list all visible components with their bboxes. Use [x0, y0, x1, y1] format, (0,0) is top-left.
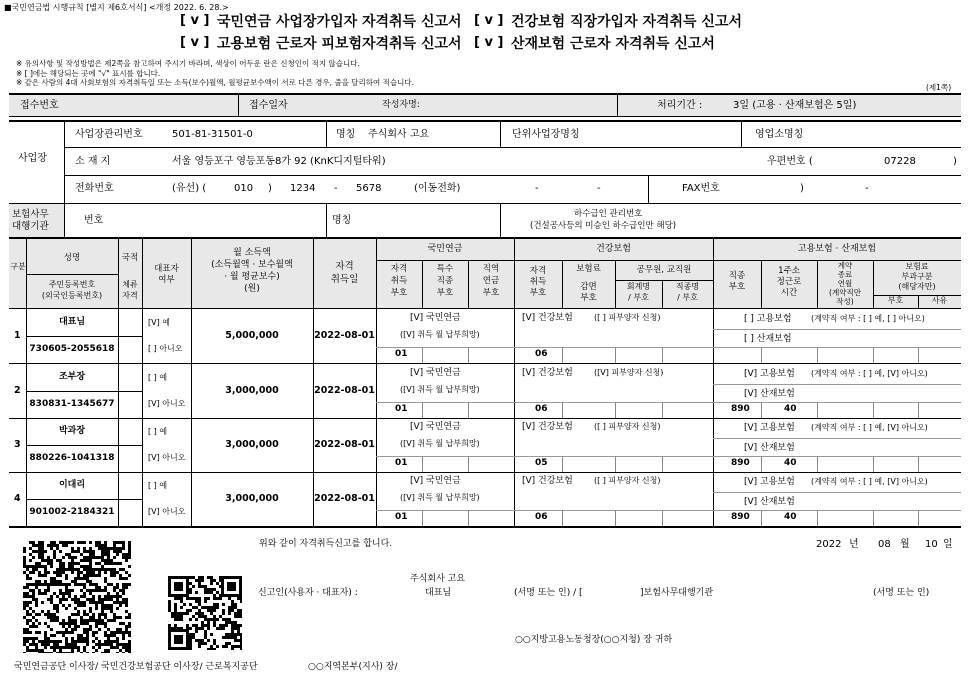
row-np-check[interactable]: [V] 국민연금 [410, 368, 461, 378]
col-hi-c: 공무원, 교직원 [636, 265, 692, 275]
row-np-check[interactable]: [V] 국민연금 [410, 422, 461, 432]
row-acq-date[interactable]: 2022-08-01 [314, 385, 375, 396]
row-np-sub[interactable]: ([V] 취득 월 납부희망) [400, 330, 480, 339]
row-rrn[interactable]: 901002-2184321 [29, 507, 115, 517]
page-number: (제1쪽) [926, 83, 952, 92]
agency-label-1: 보험사무 [12, 209, 49, 220]
zip-label: 우편번호 ( [767, 156, 813, 167]
address-value[interactable]: 서울 영등포구 영등포동8가 92 (KnK디지털타워) [172, 156, 386, 167]
col-rep-1: 대표자 [154, 264, 179, 274]
fax-label: FAX번호 [682, 183, 720, 194]
row-ia-check[interactable]: [V] 산재보험 [744, 443, 795, 453]
row-rep-no[interactable]: [V] 아니오 [148, 453, 186, 462]
date-day[interactable]: 10 [925, 539, 938, 550]
row-ei-check[interactable]: [ ] 고용보험 [744, 314, 792, 324]
np-title: 국민연금 사업장가입자 자격취득 신고서 [217, 14, 462, 30]
row-ei-hours[interactable]: 40 [784, 512, 797, 522]
row-rrn[interactable]: 880226-1041318 [29, 453, 115, 463]
phone-part2[interactable]: 1234 [290, 183, 316, 194]
unit-name-label: 단위사업장명칭 [512, 129, 580, 140]
col-hi-c2: / 부호 [628, 293, 649, 302]
col-ei-c4: (계약직만 [829, 288, 861, 297]
row-rep-yes[interactable]: [ ] 예 [148, 427, 168, 436]
row-rep-no[interactable]: [ ] 아니오 [148, 344, 183, 353]
col-np-a3: 부호 [390, 288, 408, 298]
workplace-label: 사업장 [18, 153, 47, 164]
row-rep-yes[interactable]: [ ] 예 [148, 373, 168, 382]
col-np-b1: 특수 [436, 264, 454, 274]
row-name[interactable]: 대표님 [58, 317, 86, 327]
col-hi-b1: 보험료 [576, 264, 601, 274]
row-hi-code[interactable]: 06 [535, 512, 548, 522]
row-np-sub[interactable]: ([V] 취득 월 납부희망) [400, 493, 480, 502]
row-income[interactable]: 3,000,000 [225, 439, 279, 450]
bottom-branch: ○○지역본부(지사) 장/ [308, 662, 398, 672]
row-np-check[interactable]: [V] 국민연금 [410, 476, 461, 486]
col-np-b3: 부호 [436, 288, 454, 298]
mgmt-no-value[interactable]: 501-81-31501-0 [172, 129, 253, 140]
row-ei-check[interactable]: [V] 고용보험 [744, 477, 795, 487]
sign-label-1: (서명 또는 인) / [ [514, 588, 583, 598]
col-ei-b2: 정근로 [776, 277, 802, 287]
col-nationality: 국적 [121, 253, 139, 263]
col-np: 국민연금 [427, 244, 463, 254]
bottom-orgs: 국민연금공단 이사장/ 국민건강보험공단 이사장/ 근로복지공단 [14, 662, 258, 672]
row-income[interactable]: 3,000,000 [225, 385, 279, 396]
col-hi: 건강보험 [596, 244, 631, 254]
branch-name-label: 영업소명칭 [755, 129, 804, 140]
row-ei-code[interactable]: 890 [731, 404, 750, 414]
np-title-check[interactable]: [ v ] [180, 13, 210, 28]
row-hi-check[interactable]: [V] 건강보험 [522, 368, 573, 378]
row-np-code[interactable]: 01 [395, 349, 408, 359]
row-ei-code[interactable]: 890 [731, 458, 750, 468]
phone-paren-close: ) [268, 183, 272, 194]
signer-company: 주식회사 고요 [410, 574, 466, 584]
note-1: ※ 유의사항 및 작성방법은 제2쪽을 참고하여 주시기 바라며, 색상이 어두운 란은 신청인이 적지 않습니다. [16, 59, 360, 68]
col-frn: (외국인등록번호) [41, 291, 103, 300]
col-income-4: (원) [244, 284, 260, 294]
sign-label-2: (서명 또는 인) [873, 588, 930, 598]
period-label: 처리기간 : [657, 100, 703, 111]
date-year-unit: 년 [849, 539, 859, 550]
address-label: 소 재 지 [75, 156, 111, 167]
col-ei-c2: 종료 [837, 270, 853, 279]
col-np-a1: 자격 [390, 264, 408, 274]
row-acq-date[interactable]: 2022-08-01 [314, 493, 375, 504]
col-ei-d1: 보험료 [905, 262, 929, 271]
col-hi-b3: 부호 [580, 293, 597, 303]
col-hi-b2: 감면 [580, 282, 597, 292]
row-hi-code[interactable]: 06 [535, 349, 548, 359]
row-np-code[interactable]: 01 [395, 404, 408, 414]
row-hi-check[interactable]: [V] 건강보험 [522, 313, 573, 323]
col-rrn: 주민등록번호 [48, 280, 96, 289]
signer-rep[interactable]: 대표님 [425, 588, 452, 598]
col-ei-a1: 직종 [728, 271, 746, 281]
reporter-label: 신고인(사용자 · 대표자) : [258, 588, 358, 598]
col-ei: 고용보험 · 산재보험 [797, 244, 877, 254]
col-hi-a1: 자격 [529, 266, 547, 276]
agency-sign-label: ]보험사무대행기관 [640, 588, 714, 598]
col-acq-2: 취득일 [330, 274, 359, 285]
barcode-2d [23, 541, 131, 653]
col-ei-a2: 부호 [728, 282, 746, 292]
row-ei-check[interactable]: [V] 고용보험 [744, 423, 795, 433]
row-income[interactable]: 3,000,000 [225, 493, 279, 504]
date-month-unit: 월 [900, 539, 910, 550]
row-hi-code[interactable]: 05 [535, 458, 548, 468]
row-ia-check[interactable]: [V] 산재보험 [744, 497, 795, 507]
col-stay-1: 체류 [122, 280, 138, 289]
fax-close: ) [800, 183, 804, 194]
row-hi-code[interactable]: 06 [535, 404, 548, 414]
row-rrn[interactable]: 830831-1345677 [29, 399, 115, 409]
row-np-sub[interactable]: ([V] 취득 월 납부희망) [400, 439, 480, 448]
col-hi-c3: 직종명 [675, 282, 700, 291]
col-stay-2: 자격 [122, 291, 138, 300]
row-hi-check[interactable]: [V] 건강보험 [522, 422, 573, 432]
col-hi-c4: / 부호 [677, 293, 698, 302]
col-ei-d5: 사유 [931, 296, 948, 305]
mgmt-no-label: 사업장관리번호 [75, 129, 143, 140]
row-rep-yes[interactable]: [ ] 예 [148, 481, 168, 490]
phone-type-open: (유선) ( [172, 183, 207, 194]
date-day-unit: 일 [943, 539, 953, 550]
agency-label-2: 대행기관 [12, 221, 49, 232]
row-ei-hours[interactable]: 40 [784, 458, 797, 468]
col-np-b2: 직종 [436, 276, 454, 286]
col-ei-d2: 부과구분 [901, 272, 933, 281]
row-np-sub[interactable]: ([V] 취득 월 납부희망) [400, 385, 480, 394]
col-ei-d3: (해당자만) [898, 282, 936, 291]
col-ei-c5: 작성) [836, 297, 854, 306]
note-3: ※ 같은 사람의 4대 사회보험의 자격취득일 또는 소득(보수)월액, 월평균보수액이 서로 다른 경우, 줄을 달리하여 적습니다. [16, 78, 414, 87]
row-hi-sub[interactable]: ([ ] 피부양자 신청) [594, 313, 661, 322]
col-hi-a3: 부호 [529, 288, 547, 298]
col-ei-c1: 계약 [837, 261, 853, 270]
receipt-date-label: 접수일자 [249, 100, 288, 111]
ia-title-check[interactable]: [ v ] [474, 35, 504, 50]
ia-title: 산재보험 근로자 자격취득 신고서 [511, 36, 715, 52]
name-value[interactable]: 주식회사 고요 [368, 129, 430, 140]
note-2: ※ [ ]에는 해당되는 곳에 "√" 표시를 합니다. [16, 69, 161, 78]
col-hi-a2: 취득 [529, 277, 547, 287]
row-name[interactable]: 조부장 [58, 372, 86, 382]
row-rep-no[interactable]: [V] 아니오 [148, 399, 186, 408]
mobile-label: (이동전화) [414, 183, 461, 194]
period-value: 3일 (고용 · 산재보험은 5일) [733, 100, 857, 111]
subcontractor-note: (건설공사등의 미승인 하수급인만 해당) [530, 221, 677, 231]
mobile-dash-1: - [535, 183, 539, 194]
row-number: 3 [14, 439, 21, 450]
row-hi-sub[interactable]: ([ ] 피부양자 신청) [594, 422, 661, 431]
row-np-check[interactable]: [V] 국민연금 [410, 313, 461, 323]
fax-dash: - [865, 183, 869, 194]
phone-part3[interactable]: 5678 [356, 183, 382, 194]
date-year[interactable]: 2022 [816, 539, 842, 550]
row-hi-sub[interactable]: ([ ] 피부양자 신청) [594, 476, 661, 485]
receipt-no-label: 접수번호 [20, 100, 59, 111]
row-ei-sub[interactable]: (계약직 여부 : [ ] 예, [V] 아니오) [811, 423, 928, 432]
col-ei-b1: 1주소 [778, 266, 800, 276]
row-rep-yes[interactable]: [V] 예 [148, 318, 170, 327]
row-income[interactable]: 5,000,000 [225, 330, 279, 341]
row-name[interactable]: 이대리 [58, 480, 86, 490]
col-ei-b3: 시간 [780, 288, 798, 298]
ei-title: 고용보험 근로자 피보험자격취득 신고서 [217, 36, 462, 52]
col-name: 성명 [63, 253, 81, 263]
row-ei-sub[interactable]: (계약직 여부 : [ ] 예, [V] 아니오) [811, 369, 928, 378]
date-month[interactable]: 08 [878, 539, 891, 550]
col-np-c2: 연금 [482, 276, 500, 286]
col-gubun: 구분 [10, 262, 26, 271]
row-hi-check[interactable]: [V] 건강보험 [522, 476, 573, 486]
row-ei-sub[interactable]: (계약직 여부 : [ ] 예, [ ] 아니오) [811, 314, 925, 323]
row-acq-date[interactable]: 2022-08-01 [314, 439, 375, 450]
row-ei-sub[interactable]: (계약직 여부 : [ ] 예, [V] 아니오) [811, 477, 928, 486]
row-rrn[interactable]: 730605-2055618 [29, 344, 115, 354]
row-ei-code[interactable]: 890 [731, 512, 750, 522]
phone-part1[interactable]: 010 [234, 183, 254, 194]
row-rep-no[interactable]: [V] 아니오 [148, 507, 186, 516]
name-label: 명칭 [336, 129, 356, 140]
col-ei-d4: 부호 [887, 296, 904, 305]
col-np-c1: 직역 [482, 264, 500, 274]
col-np-a2: 취득 [390, 276, 408, 286]
row-ia-check[interactable]: [ ] 산재보험 [744, 334, 792, 344]
col-income-1: 월 소득액 [233, 248, 271, 258]
subcontractor-label: 하수급인 관리번호 [574, 209, 643, 219]
row-np-code[interactable]: 01 [395, 458, 408, 468]
statement: 위와 같이 자격취득신고를 합니다. [259, 539, 393, 549]
zip-close: ) [953, 156, 957, 167]
qr-code [168, 576, 242, 650]
agency-name-label: 명칭 [332, 215, 352, 226]
rule-reference: ■국민연금법 시행규칙 [별지 제6호서식] <개정 2022. 6. 28.> [4, 3, 229, 12]
writer-label: 작성자명: [382, 100, 420, 110]
col-acq-1: 자격 [335, 261, 354, 272]
phone-dash: - [334, 183, 338, 194]
col-income-3: · 월 평균보수) [224, 272, 280, 282]
row-ei-hours[interactable]: 40 [784, 404, 797, 414]
hi-title: 건강보험 직장가입자 자격취득 신고서 [511, 14, 743, 30]
col-rep-2: 여부 [158, 275, 175, 285]
row-np-code[interactable]: 01 [395, 512, 408, 522]
col-hi-c1: 회계명 [626, 282, 651, 291]
ei-title-check[interactable]: [ v ] [180, 35, 210, 50]
row-hi-sub[interactable]: ([V] 피부양자 신청) [594, 368, 664, 377]
col-ei-c3: 연월 [837, 279, 853, 288]
row-name[interactable]: 박과장 [58, 426, 86, 436]
row-ia-check[interactable]: [V] 산재보험 [744, 389, 795, 399]
addressee: ○○지방고용노동청장(○○지청) 장 귀하 [515, 635, 673, 645]
row-number: 4 [14, 493, 21, 504]
row-number: 1 [14, 330, 21, 341]
col-np-c3: 부호 [482, 288, 500, 298]
col-income-2: (소득월액 · 보수월액 [211, 260, 293, 270]
agency-no-label: 번호 [84, 215, 104, 226]
row-number: 2 [14, 385, 21, 396]
row-ei-check[interactable]: [V] 고용보험 [744, 369, 795, 379]
phone-label: 전화번호 [75, 183, 114, 194]
zip-value[interactable]: 07228 [884, 156, 916, 167]
row-acq-date[interactable]: 2022-08-01 [314, 330, 375, 341]
mobile-dash-2: - [597, 183, 601, 194]
hi-title-check[interactable]: [ v ] [474, 13, 504, 28]
